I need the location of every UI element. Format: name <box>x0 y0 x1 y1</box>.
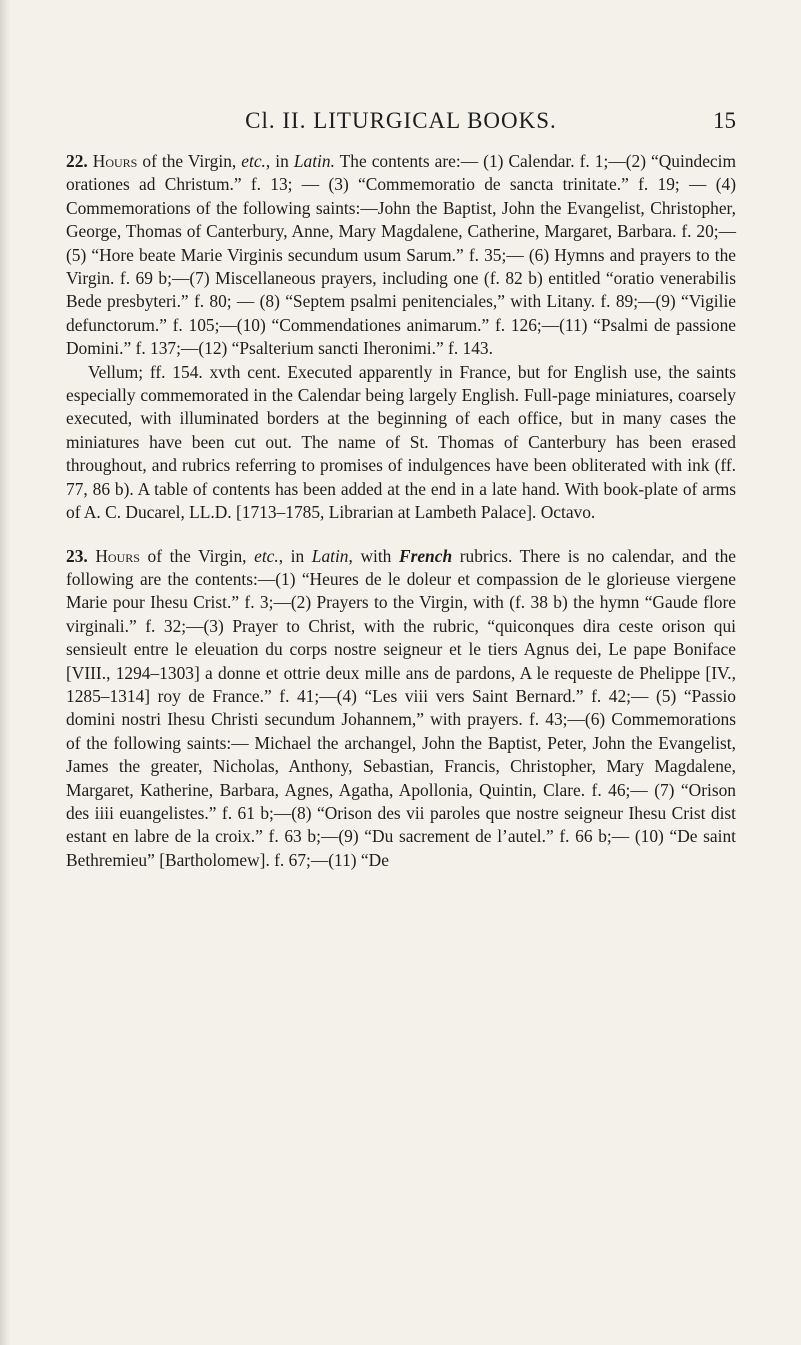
entry-22-description: Vellum; ff. 154. xvth cent. Executed apparently in France, but for English use, the saints especially commemorated in the Calendar being largely English. Full-page miniatures, coarsely executed, with illuminated borders at the beginning of each office, but in many cases the miniatures have been cut out. The name of St. Thomas of Canterbury has been erased throughout, and rubrics referring to promises of indulgences have been obliterated with ink (ff. 77, 86 b). A table of contents has been added at the end in a late hand. With book-plate of arms of A. C. Ducarel, LL.D. [1713–1785, Librarian at Lambeth Palace]. Octavo. <box>66 361 736 523</box>
entry-lead2: , in <box>265 151 294 171</box>
entry-23 <box>66 545 736 873</box>
entry-etc: etc. <box>254 545 279 566</box>
entry-lead2: , in <box>278 545 312 566</box>
entry-number: 23. <box>66 545 88 566</box>
entry-contents-text: The contents are:— (1) Calendar. f. 1;—(2) “Quindecim orationes ad Christum.” f. 13; — (3) “Commemoratio de sancta trinitate.” f. 19; — (4) Commemorations of the following saints:—John the Baptist, John the Evangelist, Christopher, George, Thomas of Canterbury, Anne, Mary Magdalene, Catherine, Margaret, Barbara. f. 20;— (5) “Hore beate Marie Virginis secundum usum Sarum.” f. 35;— (6) Hymns and prayers to the Virgin. f. 69 b;—(7) Miscellaneous prayers, including one (f. 82 b) entitled “oratio venerabilis Bede presbyteri.” f. 80; — (8) “Septem psalmi penitenciales,” with Litany. f. 89;—(9) “Vigilie defunctorum.” f. 105;—(10) “Commendationes animarum.” f. 126;—(11) “Psalmi de passione Domini.” f. 137;—(12) “Psalterium sancti Iheronimi.” f. 143. <box>66 151 737 359</box>
entry-title-word: Hours <box>92 151 138 171</box>
entry-language: Latin <box>311 545 349 566</box>
entry-lead: of the Virgin, <box>139 545 255 566</box>
entry-22 <box>66 150 736 525</box>
running-head: Cl. II. LITURGICAL BOOKS. <box>245 108 557 133</box>
entry-lead3: , with <box>348 545 399 566</box>
entry-23-contents <box>66 545 736 873</box>
entry-language: Latin. <box>293 151 335 171</box>
entry-etc: etc. <box>241 151 266 171</box>
entry-22-contents <box>66 150 736 361</box>
gutter-shadow <box>0 0 10 1345</box>
entry-lead: of the Virgin, <box>137 151 242 171</box>
page-header <box>66 108 736 138</box>
page-number: 15 <box>713 108 736 133</box>
entry-contents-text: rubrics. There is no calendar, and the following are the contents:—(1) “Heures de le doleur et compassion de le glorieuse viergene Marie pour Ihesu Crist.” f. 3;—(2) Prayers to the Virgin, with (f. 38 b) the hymn “Gaude flore virginali.” f. 32;—(3) Prayer to Christ, with the rubric, “quiconques dira ceste orison qui sensieult entre le eleuation du corps nostre seigneur et le tiers Agnus dei, Le pape Boniface [VIII., 1294–1303] a donne et ottrie deux mille ans de pardons, A le requeste de Phelippe [IV., 1285–1314] roy de France.” f. 41;—(4) “Les viii vers Saint Bernard.” f. 42;— (5) “Passio domini nostri Ihesu Christi secundum Johannem,” with prayers. f. 43;—(6) Commemorations of the following saints:— Michael the archangel, John the Baptist, Peter, John the Evangelist, James the greater, Nicholas, Anthony, Sebastian, Francis, Christopher, Mary Magdalene, Margaret, Katherine, Barbara, Agnes, Agatha, Apollonia, Quintin, Clare. f. 46;— (7) “Orison des iiii euangelistes.” f. 61 b;—(8) “Orison des vii paroles que nostre seigneur Ihesu Crist dist estant en labre de la croix.” f. 63 b;—(9) “Du sacrement de l’autel.” f. 66 b;— (10) “De saint Bethremieu” [Bartholomew]. f. 67;—(11) “De <box>66 545 736 870</box>
entry-title-word: Hours <box>95 545 140 566</box>
entry-number: 22. <box>66 151 88 171</box>
entry-language-2: French <box>398 545 453 566</box>
catalogue-entries <box>66 150 736 892</box>
